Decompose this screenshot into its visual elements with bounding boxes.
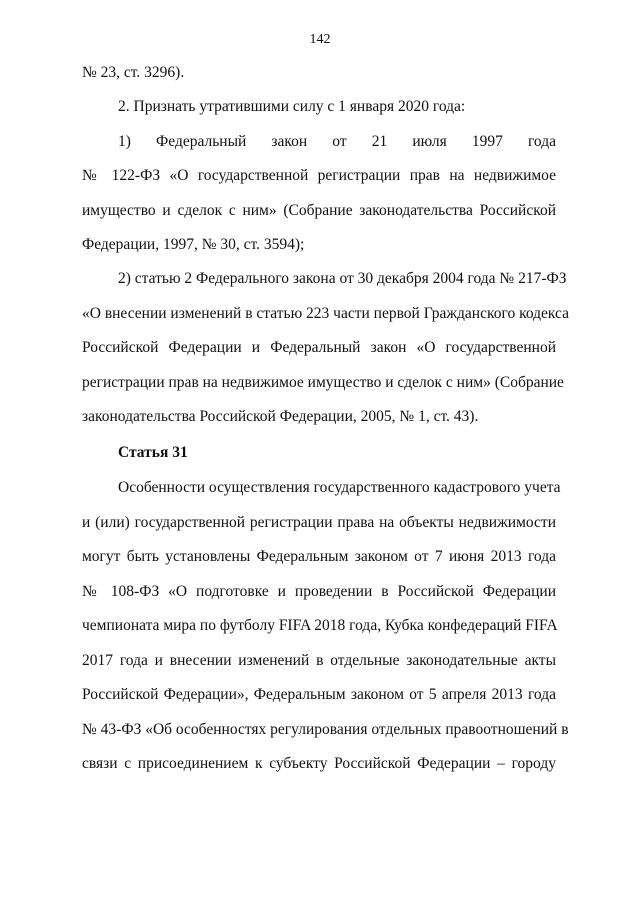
text-line: «О внесении изменений в статью 223 части первой Гражданского кодекса	[82, 305, 569, 322]
text-line: Особенности осуществления государственного кадастрового учета	[118, 479, 561, 496]
text-line: 2017 года и внесении изменений в отдельные законодательные акты	[82, 652, 556, 669]
text-line: 2. Признать утратившими силу с 1 января 2020 года:	[118, 98, 466, 115]
text-line: регистрации прав на недвижимое имущество и сделок с ним» (Собрание	[82, 374, 564, 391]
text-line: и (или) государственной регистрации права на объекты недвижимости	[82, 514, 556, 531]
text-line: № 122-ФЗ «О государственной регистрации прав на недвижимое	[82, 167, 556, 184]
text-line: имущество и сделок с ним» (Собрание законодательства Российской	[82, 202, 556, 219]
text-line: связи с присоединением к субъекту Российской Федерации – городу	[82, 755, 556, 772]
text-line: Российской Федерации», Федеральным законом от 5 апреля 2013 года	[82, 686, 556, 703]
text-line: могут быть установлены Федеральным законом от 7 июня 2013 года	[82, 548, 556, 565]
text-line: Федерации, 1997, № 30, ст. 3594);	[82, 236, 305, 253]
text-line: № 43-ФЗ «Об особенностях регулирования отдельных правоотношений в	[82, 721, 569, 738]
article-heading: Статья 31	[118, 444, 188, 461]
text-line: Российской Федерации и Федеральный закон «О государственной	[82, 339, 556, 356]
text-line: 1) Федеральный закон от 21 июля 1997 года	[118, 133, 556, 150]
text-line: № 23, ст. 3296).	[82, 64, 185, 81]
page-number: 142	[309, 32, 331, 47]
text-line: 2) статью 2 Федерального закона от 30 декабря 2004 года № 217-ФЗ	[118, 270, 567, 287]
text-line: чемпионата мира по футболу FIFA 2018 года, Кубка конфедераций FIFA	[82, 617, 558, 634]
text-line: законодательства Российской Федерации, 2005, № 1, ст. 43).	[82, 408, 479, 425]
text-line: № 108-ФЗ «О подготовке и проведении в Российской Федерации	[82, 583, 556, 600]
